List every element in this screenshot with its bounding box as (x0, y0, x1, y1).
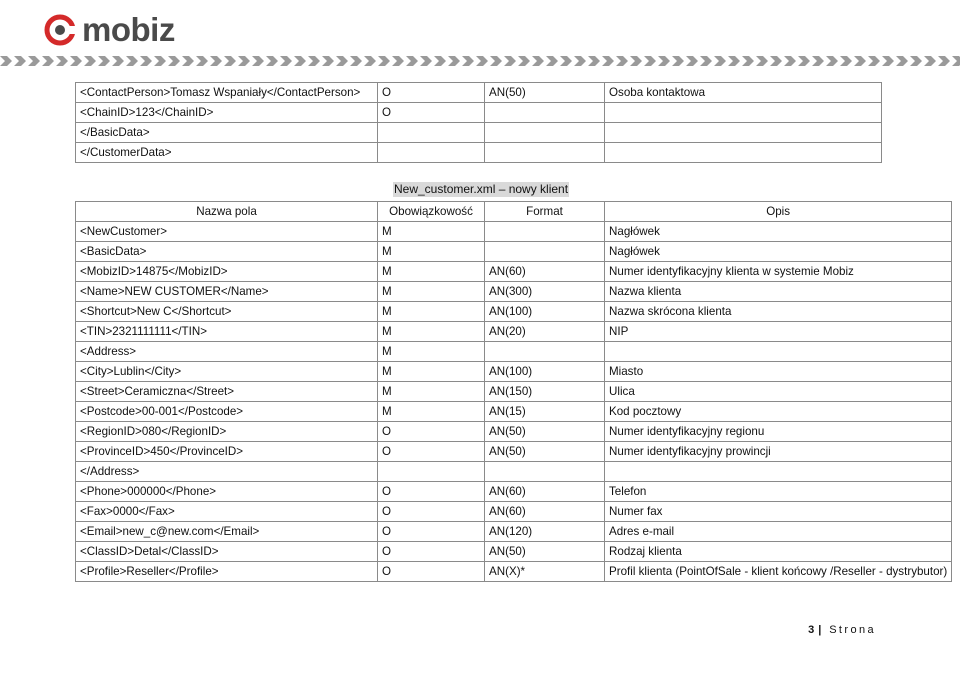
table-cell (605, 103, 882, 123)
column-header: Nazwa pola (76, 202, 378, 222)
table-row (76, 103, 882, 123)
table-cell: NIP (605, 322, 952, 342)
table-cell: </Address> (76, 462, 378, 482)
table-row (76, 442, 952, 462)
table-cell: AN(60) (485, 262, 605, 282)
table-cell: O (378, 442, 485, 462)
table-cell: M (378, 402, 485, 422)
table-cell (605, 123, 882, 143)
table-cell: M (378, 322, 485, 342)
table-row (76, 143, 882, 163)
table-cell: <ContactPerson>Tomasz Wspaniały</ContactPerson> (76, 83, 378, 103)
page-number: 3 (808, 624, 815, 636)
table-cell: O (378, 103, 485, 123)
table-cell: Nazwa klienta (605, 282, 952, 302)
table-cell: O (378, 502, 485, 522)
table-cell: <Profile>Reseller</Profile> (76, 562, 378, 582)
table-cell: AN(15) (485, 402, 605, 422)
table-cell: </CustomerData> (76, 143, 378, 163)
table-cell (485, 462, 605, 482)
table-row (76, 242, 952, 262)
table-cell: Rodzaj klienta (605, 542, 952, 562)
table-cell: <Shortcut>New C</Shortcut> (76, 302, 378, 322)
table-row (76, 382, 952, 402)
table-cell: O (378, 542, 485, 562)
table-cell: Kod pocztowy (605, 402, 952, 422)
table-cell: Numer identyfikacyjny prowincji (605, 442, 952, 462)
page-header (0, 0, 960, 70)
table-row (76, 462, 952, 482)
table-cell: Numer identyfikacyjny regionu (605, 422, 952, 442)
table-cell: AN(100) (485, 302, 605, 322)
table-cell: <TIN>2321111111</TIN> (76, 322, 378, 342)
table-cell: M (378, 342, 485, 362)
table-cell: AN(150) (485, 382, 605, 402)
table-cell: O (378, 522, 485, 542)
column-header: Obowiązkowość (378, 202, 485, 222)
table-row (76, 302, 952, 322)
table-cell (485, 123, 605, 143)
top-table (75, 82, 882, 163)
table-row (76, 83, 882, 103)
table-cell: <BasicData> (76, 242, 378, 262)
table-cell: Numer fax (605, 502, 952, 522)
table-cell: <Fax>0000</Fax> (76, 502, 378, 522)
table-cell: <Street>Ceramiczna</Street> (76, 382, 378, 402)
table-cell: <City>Lublin</City> (76, 362, 378, 382)
logo-text: mobiz (82, 11, 175, 48)
mobiz-logo-icon (44, 14, 76, 46)
table-cell (605, 143, 882, 163)
table-cell: Nazwa skrócona klienta (605, 302, 952, 322)
header-stripe (0, 56, 960, 66)
table-cell: <RegionID>080</RegionID> (76, 422, 378, 442)
table-row (76, 562, 952, 582)
table-cell: AN(50) (485, 542, 605, 562)
table-cell (378, 462, 485, 482)
table-cell: Miasto (605, 362, 952, 382)
table-cell: Numer identyfikacyjny klienta w systemie Mobiz (605, 262, 952, 282)
table-cell: AN(20) (485, 322, 605, 342)
table-cell: O (378, 422, 485, 442)
table-cell: Nagłówek (605, 222, 952, 242)
table-cell: AN(X)* (485, 562, 605, 582)
table-cell: AN(100) (485, 362, 605, 382)
table-row (76, 422, 952, 442)
table-cell: Ulica (605, 382, 952, 402)
table-cell: M (378, 282, 485, 302)
table-row (76, 262, 952, 282)
table-row (76, 402, 952, 422)
table-cell: O (378, 562, 485, 582)
table-row (76, 542, 952, 562)
table-cell: AN(120) (485, 522, 605, 542)
table-row (76, 282, 952, 302)
table-row (76, 342, 952, 362)
table-cell: AN(50) (485, 83, 605, 103)
table-cell: <Phone>000000</Phone> (76, 482, 378, 502)
table-cell (485, 103, 605, 123)
page-footer (808, 624, 876, 636)
footer-separator: | (818, 624, 824, 636)
table-cell (378, 143, 485, 163)
table-cell: <ChainID>123</ChainID> (76, 103, 378, 123)
table-cell: M (378, 262, 485, 282)
table-row (76, 222, 952, 242)
table-cell (378, 123, 485, 143)
table-cell (485, 143, 605, 163)
table-cell: Nagłówek (605, 242, 952, 262)
table-cell: <NewCustomer> (76, 222, 378, 242)
table-cell: <Name>NEW CUSTOMER</Name> (76, 282, 378, 302)
table-header-row (76, 202, 952, 222)
table-row (76, 502, 952, 522)
table-cell: AN(50) (485, 422, 605, 442)
page-word: Strona (829, 624, 876, 636)
table-cell: Telefon (605, 482, 952, 502)
table-row (76, 322, 952, 342)
table-cell (485, 342, 605, 362)
table-cell: M (378, 242, 485, 262)
table-cell: M (378, 222, 485, 242)
table-cell: AN(60) (485, 502, 605, 522)
table-cell: Adres e-mail (605, 522, 952, 542)
table-row (76, 522, 952, 542)
table-cell: <ClassID>Detal</ClassID> (76, 542, 378, 562)
table-cell: <Email>new_c@new.com</Email> (76, 522, 378, 542)
table-cell: AN(50) (485, 442, 605, 462)
table-row (76, 123, 882, 143)
table-cell: AN(300) (485, 282, 605, 302)
table-cell: O (378, 482, 485, 502)
table-cell: Osoba kontaktowa (605, 83, 882, 103)
table-cell (485, 222, 605, 242)
main-table (75, 201, 952, 582)
table-cell: <ProvinceID>450</ProvinceID> (76, 442, 378, 462)
table-cell: <MobizID>14875</MobizID> (76, 262, 378, 282)
table-cell (485, 242, 605, 262)
table-cell (605, 462, 952, 482)
table-cell: Profil klienta (PointOfSale - klient końcowy /Reseller - dystrybutor) (605, 562, 952, 582)
table-caption: New_customer.xml – nowy klient (394, 182, 569, 196)
table-cell: <Address> (76, 342, 378, 362)
column-header: Opis (605, 202, 952, 222)
table-cell: M (378, 302, 485, 322)
mobiz-logo (44, 10, 175, 50)
column-header: Format (485, 202, 605, 222)
table-cell: M (378, 362, 485, 382)
table-cell: </BasicData> (76, 123, 378, 143)
table-row (76, 482, 952, 502)
table-cell: AN(60) (485, 482, 605, 502)
table-cell: <Postcode>00-001</Postcode> (76, 402, 378, 422)
table-row (76, 362, 952, 382)
table-cell: O (378, 83, 485, 103)
table-cell (605, 342, 952, 362)
table-cell: M (378, 382, 485, 402)
